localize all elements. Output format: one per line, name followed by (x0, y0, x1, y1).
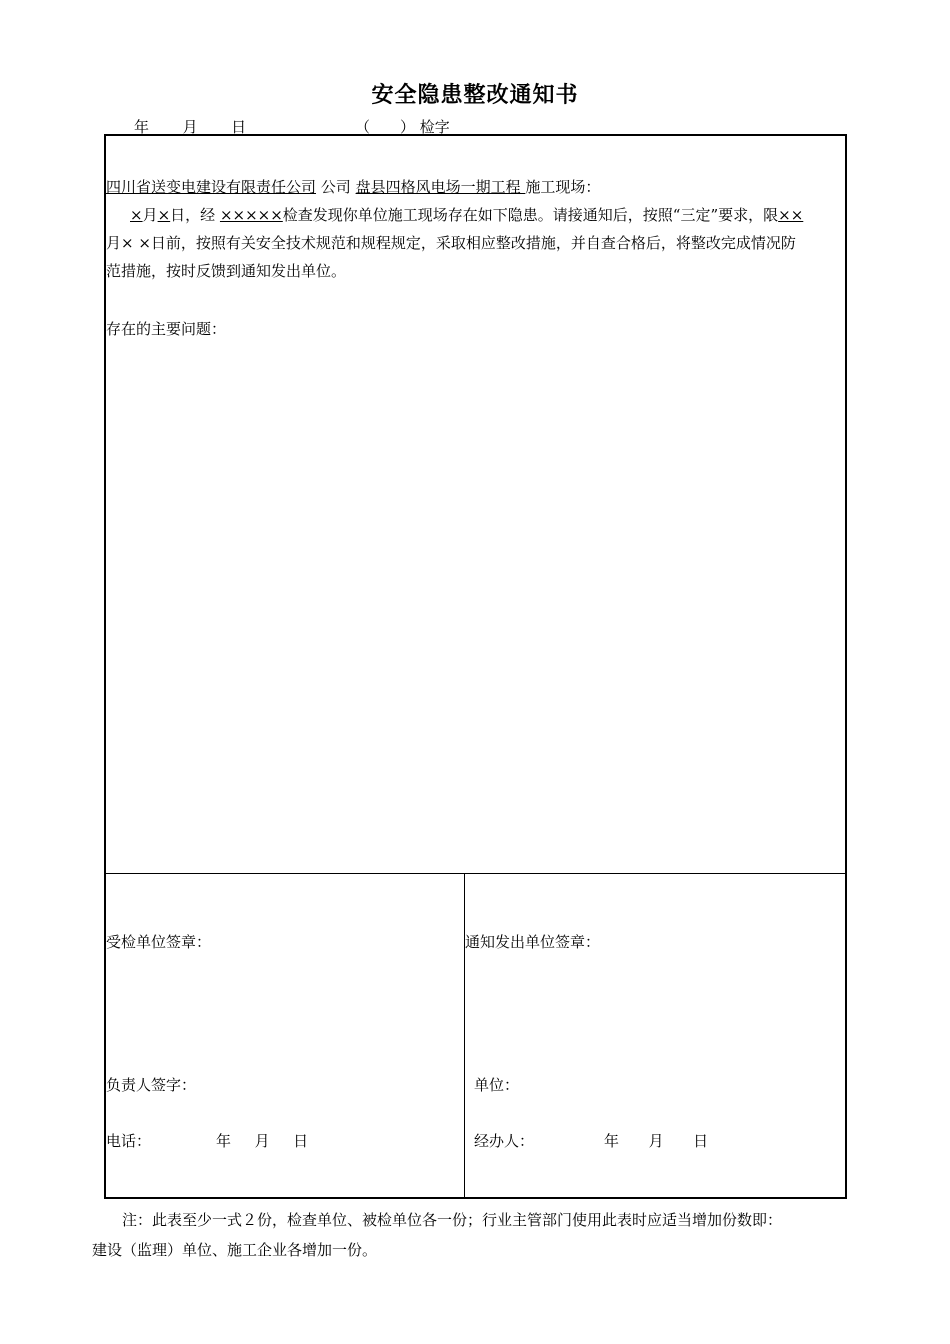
issuing-date-month: 月 (648, 1132, 664, 1150)
notice-body-line-3: 范措施，按时反馈到通知发出单位。 (106, 262, 347, 280)
handler-label: 经办人： (474, 1132, 535, 1150)
issuing-date-year: 年 (604, 1132, 620, 1150)
month-text: 月 (142, 206, 158, 224)
day-placeholder: × (157, 206, 171, 224)
unit-label: 单位： (474, 1076, 520, 1094)
inspected-date (216, 1130, 308, 1151)
reference-suffix: 检字 (419, 118, 450, 136)
inspector-placeholder: ××××× (219, 206, 283, 224)
inspected-date-day: 日 (293, 1132, 309, 1150)
inspected-date-month: 月 (254, 1132, 270, 1150)
addressee-line (106, 176, 600, 197)
column-divider (464, 873, 465, 1197)
footnote-line-1: 注：此表至少一式２份，检查单位、被检单位各一份；行业主管部门使用此表时应适当增加份数即： (122, 1211, 783, 1229)
project-name: 盘县四格风电场一期工程 (355, 178, 526, 196)
company-name: 四川省送变电建设有限责任公司 (106, 178, 317, 196)
month-label: 月 (182, 118, 198, 136)
issuing-date-day: 日 (693, 1132, 709, 1150)
month-placeholder: × (130, 206, 143, 224)
notice-form (104, 134, 847, 1199)
issuing-unit-seal-label: 通知发出单位签章： (465, 933, 601, 951)
company-suffix: 公司 (316, 178, 351, 196)
notice-body-text-1: 检查发现你单位施工现场存在如下隐患。请接通知后，按照“三定”要求，限 (282, 206, 779, 224)
issuing-date (604, 1130, 708, 1151)
inspected-date-year: 年 (216, 1132, 232, 1150)
notice-body-line-1 (130, 204, 803, 225)
site-suffix: 施工现场： (525, 178, 601, 196)
responsible-person-label: 负责人签字： (106, 1076, 197, 1094)
day-text: 日，经 (170, 206, 220, 224)
main-problems-label: 存在的主要问题： (106, 320, 227, 338)
inspected-unit-seal-label: 受检单位签章： (106, 933, 212, 951)
deadline-month-placeholder: ×× (778, 206, 804, 224)
phone-label: 电话： (106, 1132, 152, 1150)
footnote-line-2: 建设（监理）单位、施工企业各增加一份。 (92, 1241, 378, 1259)
year-label: 年 (134, 118, 150, 136)
reference-paren: （ ） (355, 118, 416, 136)
page-title: 安全隐患整改通知书 (371, 83, 579, 108)
day-label: 日 (231, 118, 247, 136)
section-divider (106, 873, 845, 874)
notice-body-line-2: 月× ×日前，按照有关安全技术规范和规程规定，采取相应整改措施，并自查合格后，将整改完成情况防 (106, 234, 796, 252)
